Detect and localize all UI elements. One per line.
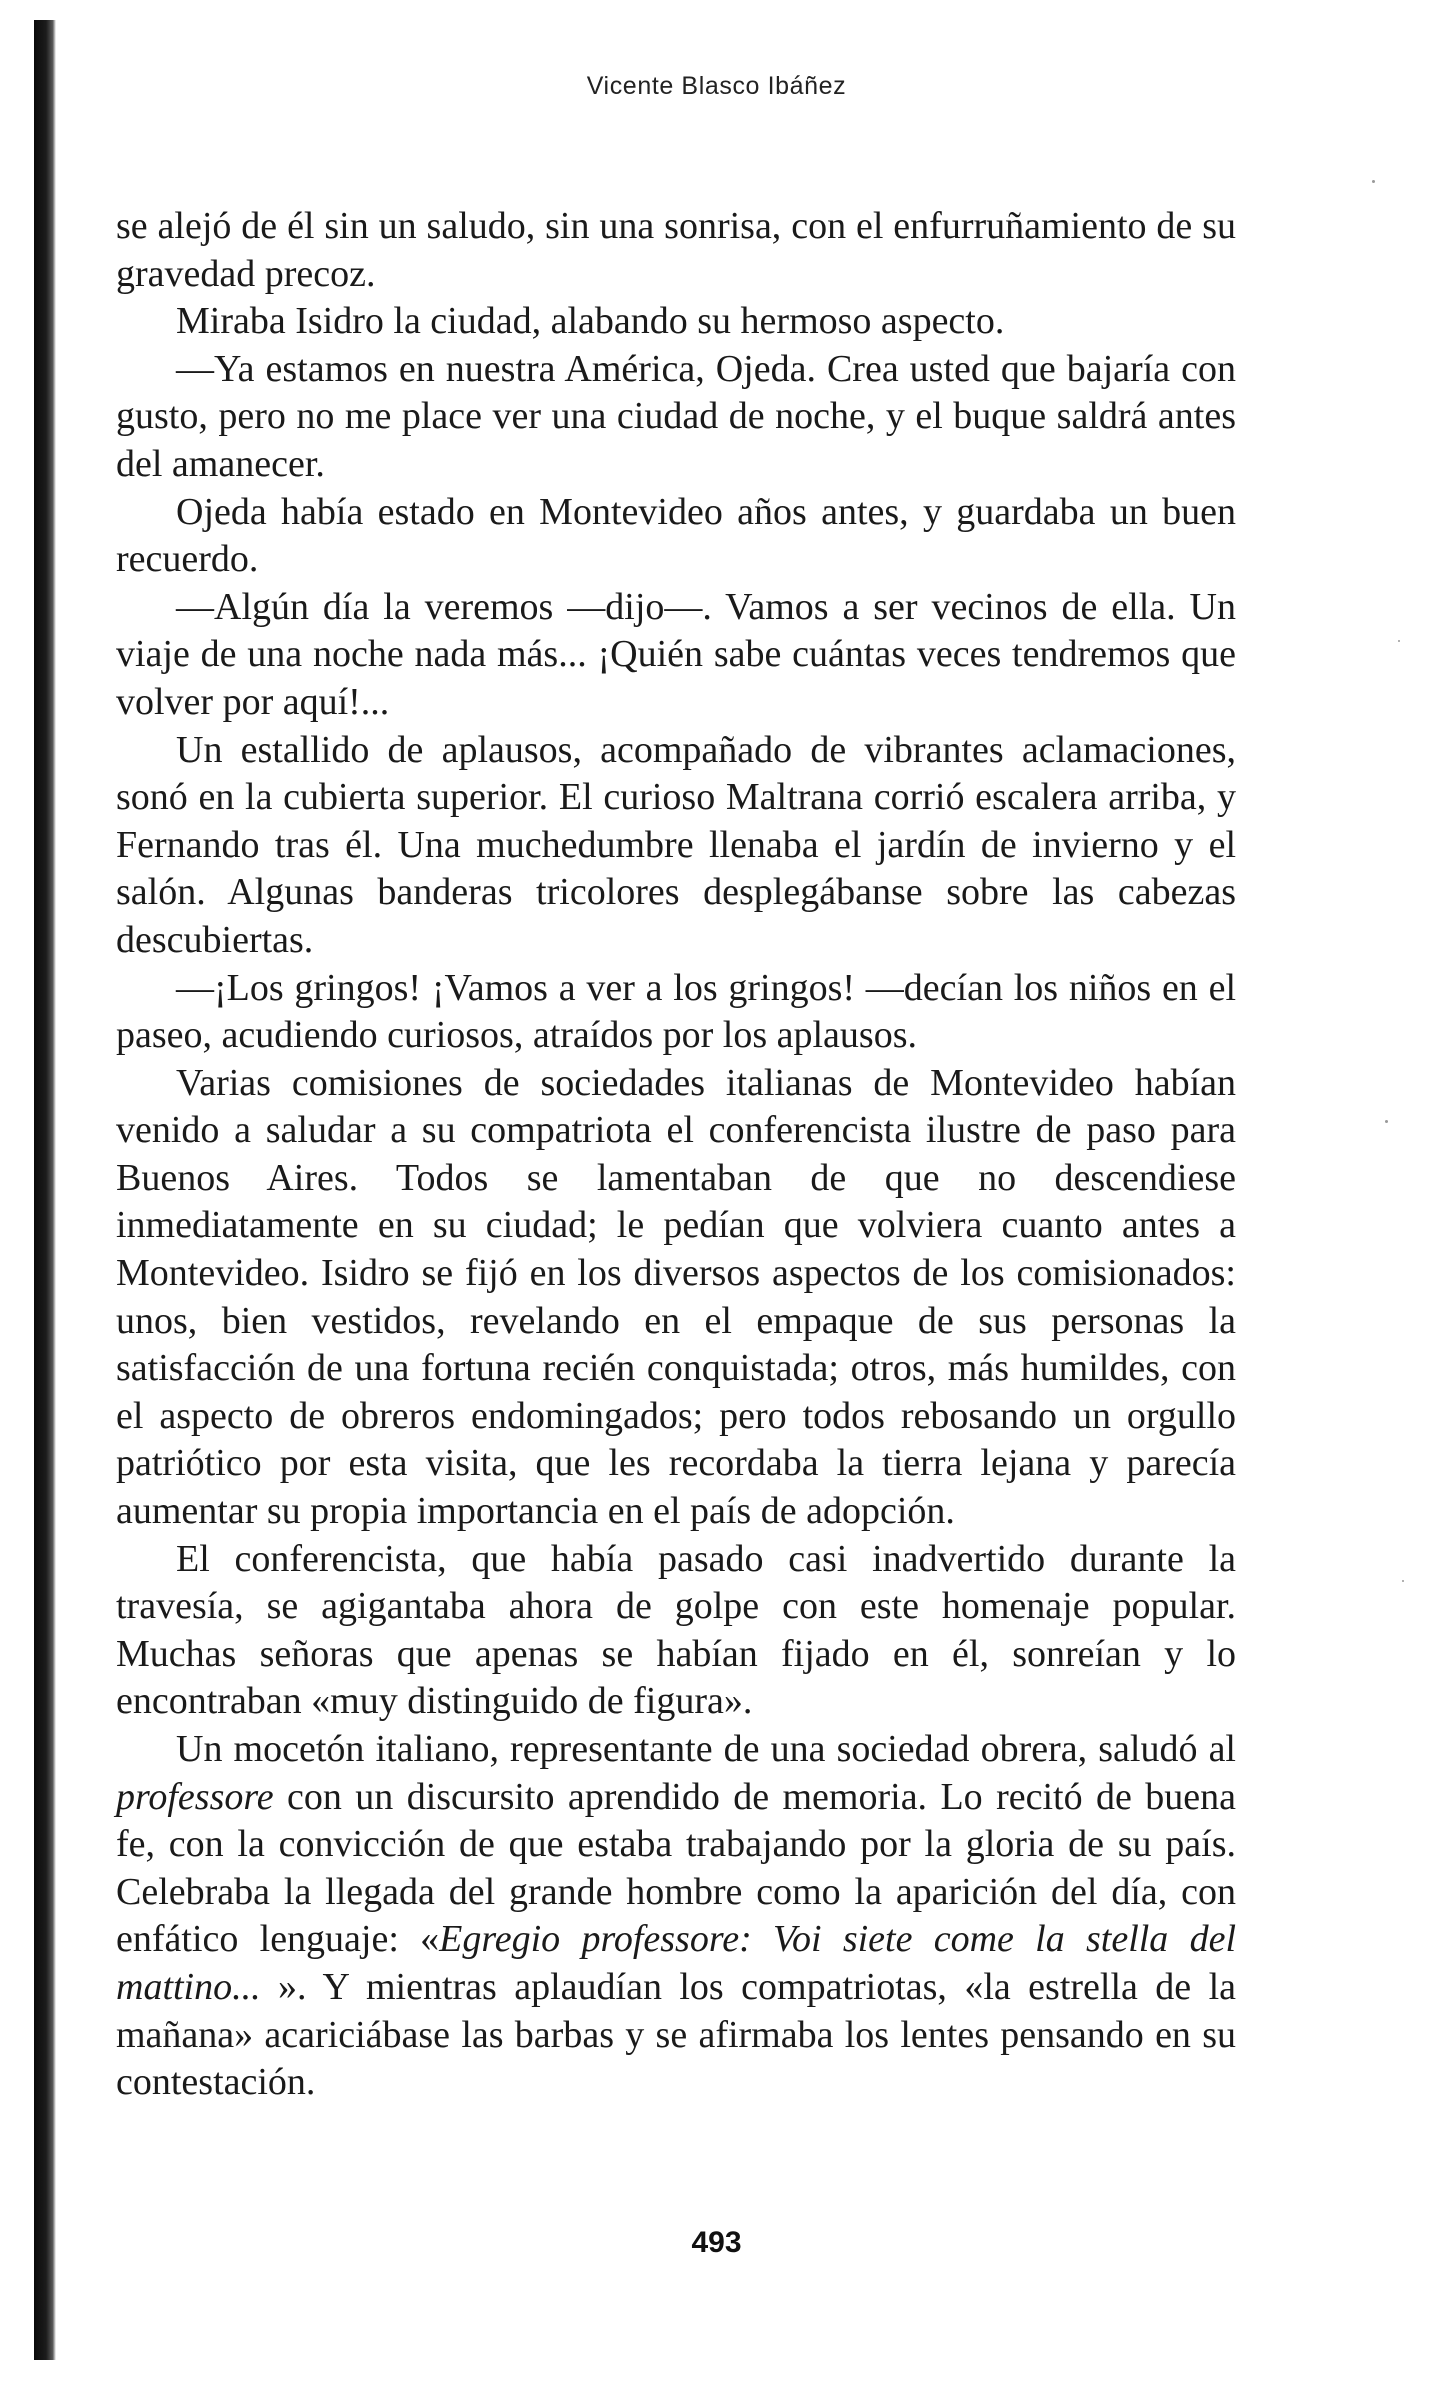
running-head: Vicente Blasco Ibáñez — [586, 72, 847, 100]
scan-speck — [1385, 1120, 1388, 1123]
paragraph-10-text-after: ». Y mientras aplaudían los compatriotas, «la estrella de la mañana» acariciábase las barbas y se afirmaba los lentes pensando en su contestación. — [116, 1965, 1236, 2104]
paragraph-10-text-middle: con un discursito aprendido de memoria. Lo recitó de buena fe, con la convicción de que estaba trabajando por la gloria de su país. Celebraba la llegada del grande hombre como la aparición del día, con enfático lenguaje: « — [116, 1775, 1236, 1961]
paragraph-1: se alejó de él sin un saludo, sin una sonrisa, con el enfurruñamiento de su gravedad precoz. — [116, 205, 1236, 295]
paragraph-3: —Ya estamos en nuestra América, Ojeda. Crea usted que bajaría con gusto, pero no me place ver una ciudad de noche, y el buque saldrá antes del amanecer. — [116, 347, 1236, 485]
page-number: 493 — [691, 2226, 742, 2259]
paragraph-10-text-before: Un mocetón italiano, representante de una sociedad obrera, saludó al — [176, 1728, 1236, 1770]
paragraph-9: El conferencista, que había pasado casi inadvertido durante la travesía, se agigantaba ahora de golpe con este homenaje popular. Muchas señoras que apenas se habían fijado en él, sonreían y lo encontraban «muy distinguido de figura». — [116, 1537, 1236, 1723]
paragraph-2: Miraba Isidro la ciudad, alabando su hermoso aspecto. — [176, 300, 1005, 343]
scan-speck — [1372, 180, 1375, 183]
scan-binding-edge — [34, 20, 56, 2360]
paragraph-7: —¡Los gringos! ¡Vamos a ver a los gringos! —decían los niños en el paseo, acudiendo curiosos, atraídos por los aplausos. — [116, 966, 1236, 1057]
page-body — [116, 203, 1236, 2107]
paragraph-4: Ojeda había estado en Montevideo años antes, y guardaba un buen recuerdo. — [116, 490, 1236, 581]
scan-speck — [1398, 640, 1400, 642]
paragraph-6: Un estallido de aplausos, acompañado de vibrantes aclamaciones, sonó en la cubierta superior. El curioso Maltrana corrió escalera arriba, y Fernando tras él. Una muchedumbre llenaba el jardín de invierno y el salón. Algunas banderas tricolores desplegábanse sobre las cabezas descubiertas. — [116, 728, 1236, 961]
italic-professore: professore — [116, 1775, 274, 1818]
scan-speck — [1402, 1580, 1404, 1582]
italic-quote-italian: Egregio professore: Voi siete come la stella del mattino... — [116, 1918, 1236, 2008]
paragraph-5: —Algún día la veremos —dijo—. Vamos a ser vecinos de ella. Un viaje de una noche nada más... ¡Quién sabe cuántas veces tendremos que volver por aquí!... — [116, 585, 1236, 723]
paragraph-8: Varias comisiones de sociedades italianas de Montevideo habían venido a saludar a su compatriota el conferencista ilustre de paso para Buenos Aires. Todos se lamentaban de que no descendiese inmediatamente en su ciudad; le pedían que volviera cuanto antes a Montevideo. Isidro se fijó en los diversos aspectos de los comisionados: unos, bien vestidos, revelando en el empaque de sus personas la satisfacción de una fortuna recién conquistada; otros, más humildes, con el aspecto de obreros endomingados; pero todos rebosando un orgullo patriótico por esta visita, que les recordaba la tierra lejana y parecía aumentar su propia importancia en el país de adopción. — [116, 1061, 1236, 1533]
paragraph-10 — [116, 1726, 1236, 2107]
